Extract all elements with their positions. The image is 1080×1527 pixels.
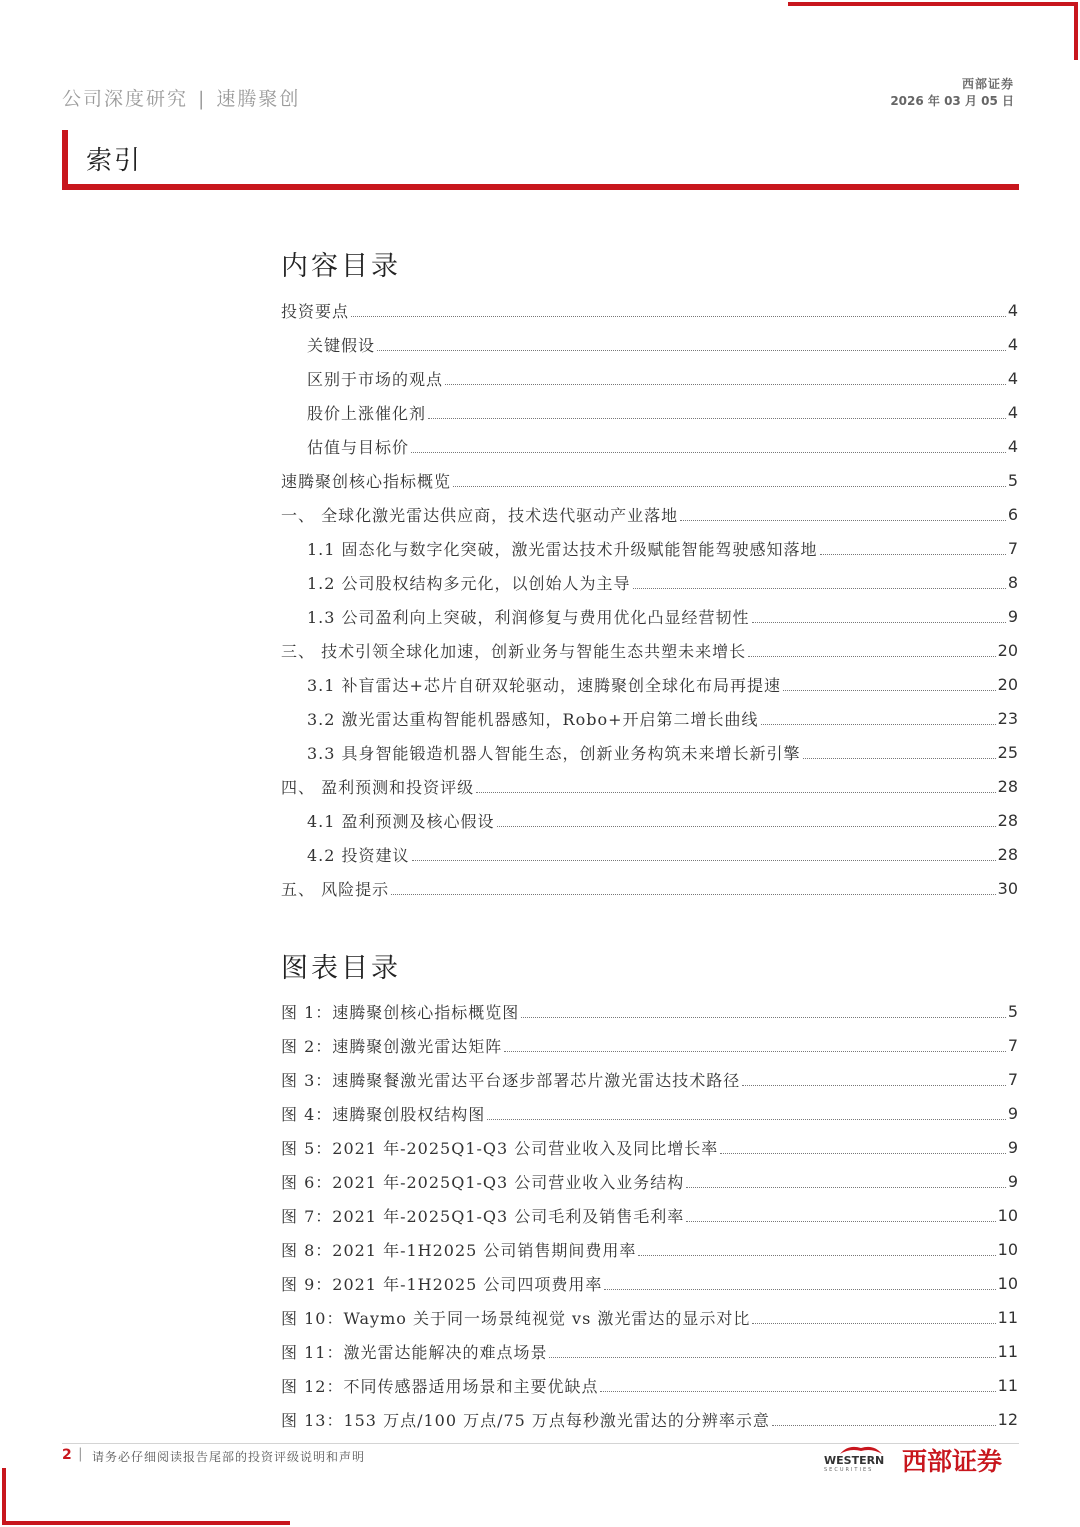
dot-leader [686,1221,995,1222]
dot-leader [638,1255,995,1256]
toc-entry-title: 投资要点 [281,301,350,321]
page-number: 2 [62,1447,72,1463]
figure-entry-title: 图 12：不同传感器适用场景和主要优缺点 [281,1376,599,1396]
header-meta [890,76,1014,110]
figure-entry-title: 图 2：速腾聚创激光雷达矩阵 [281,1036,503,1056]
figure-entry-page: 10 [997,1239,1018,1259]
toc-entry[interactable] [281,361,1018,395]
figure-entry-title: 图 3：速腾聚餐激光雷达平台逐步部署芯片激光雷达技术路径 [281,1070,741,1090]
logo-subtitle: SECURITIES [824,1467,874,1473]
toc-entry[interactable] [281,701,1018,735]
toc-entry-page: 4 [1007,334,1018,354]
dot-leader [453,486,1006,487]
toc-entry-title: 三、 技术引领全球化加速，创新业务与智能生态共塑未来增长 [281,641,747,661]
figure-entry-page: 9 [1007,1103,1018,1123]
toc-entry[interactable] [281,497,1018,531]
dot-leader [752,622,1006,623]
toc-entry-title: 3.1 补盲雷达+芯片自研双轮驱动，速腾聚创全球化布局再提速 [307,675,781,695]
header-brand: 西部证券 [961,77,1014,91]
toc-entry[interactable] [281,327,1018,361]
figure-entry-title: 图 7：2021 年-2025Q1-Q3 公司毛利及销售毛利率 [281,1206,685,1226]
dot-leader [604,1289,995,1290]
figure-entry-page: 11 [997,1375,1018,1395]
toc-entry[interactable] [281,463,1018,497]
toc-entry-page: 20 [997,640,1018,660]
figure-entry[interactable] [281,1300,1018,1334]
figure-entry[interactable] [281,1062,1018,1096]
toc-entry[interactable] [281,735,1018,769]
toc-entry[interactable] [281,769,1018,803]
figure-entry-title: 图 6：2021 年-2025Q1-Q3 公司营业收入业务结构 [281,1172,685,1192]
figure-entry-page: 11 [997,1341,1018,1361]
dot-leader [686,1187,1006,1188]
toc-entry-page: 25 [997,742,1018,762]
report-type: 公司深度研究 [62,88,189,110]
dot-leader [377,350,1006,351]
dot-leader [487,1119,1006,1120]
figure-entry-title: 图 10：Waymo 关于同一场景纯视觉 vs 激光雷达的显示对比 [281,1308,751,1328]
figure-entry-page: 5 [1007,1001,1018,1021]
figure-entry[interactable] [281,1334,1018,1368]
toc-entry-page: 9 [1007,606,1018,626]
figure-entry[interactable] [281,994,1018,1028]
figure-entry[interactable] [281,1368,1018,1402]
toc-entry[interactable] [281,599,1018,633]
toc-entry[interactable] [281,633,1018,667]
toc-entry-title: 1.2 公司股权结构多元化，以创始人为主导 [307,573,631,593]
figure-entry[interactable] [281,1028,1018,1062]
toc-entry-title: 1.3 公司盈利向上突破，利润修复与费用优化凸显经营韧性 [307,607,750,627]
figure-entry-page: 12 [997,1409,1018,1429]
toc-entry-title: 股价上涨催化剂 [307,403,427,423]
section-title: 索引 [86,146,143,176]
toc-entry-title: 一、 全球化激光雷达供应商，技术迭代驱动产业落地 [281,505,679,525]
toc-entry[interactable] [281,531,1018,565]
toc-entry[interactable] [281,429,1018,463]
figure-entry[interactable] [281,1130,1018,1164]
toc-entry-title: 五、 风险提示 [281,879,390,899]
toc-entry-page: 4 [1007,436,1018,456]
dot-leader [600,1391,995,1392]
dot-leader [428,418,1006,419]
corner-frame-right [1074,2,1078,60]
toc-entry[interactable] [281,667,1018,701]
dot-leader [820,554,1006,555]
dot-leader [549,1357,995,1358]
figure-entry-page: 7 [1007,1069,1018,1089]
dot-leader [803,758,996,759]
dot-leader [497,826,996,827]
figures-heading: 图表目录 [281,953,401,984]
logo-english: WESTERN [824,1454,885,1467]
dot-leader [783,690,996,691]
figures-list [281,994,1018,1436]
figure-entry-title: 图 5：2021 年-2025Q1-Q3 公司营业收入及同比增长率 [281,1138,719,1158]
toc-entry-page: 8 [1007,572,1018,592]
toc-entry-page: 28 [997,810,1018,830]
dot-leader [748,656,996,657]
toc-list [281,293,1018,905]
toc-entry-page: 28 [997,776,1018,796]
footer-disclaimer: 请务必仔细阅读报告尾部的投资评级说明和声明 [92,1450,366,1464]
dot-leader [680,520,1006,521]
dot-leader [521,1017,1006,1018]
figure-entry-title: 图 11：激光雷达能解决的难点场景 [281,1342,548,1362]
dot-leader [411,452,1006,453]
toc-entry-page: 4 [1007,368,1018,388]
toc-entry-title: 估值与目标价 [307,437,410,457]
company-logo [824,1440,1019,1476]
toc-entry[interactable] [281,837,1018,871]
toc-entry-title: 四、 盈利预测和投资评级 [281,777,475,797]
dot-leader [445,384,1006,385]
figure-entry-title: 图 1：速腾聚创核心指标概览图 [281,1002,520,1022]
dot-leader [742,1085,1006,1086]
figure-entry-page: 10 [997,1205,1018,1225]
toc-entry[interactable] [281,871,1018,905]
toc-entry-title: 4.1 盈利预测及核心假设 [307,811,495,831]
toc-entry-title: 速腾聚创核心指标概览 [281,471,452,491]
corner-frame-top [788,2,1078,6]
figure-entry-title: 图 9：2021 年-1H2025 公司四项费用率 [281,1274,603,1294]
toc-entry-page: 23 [997,708,1018,728]
dot-leader [633,588,1006,589]
dot-leader [752,1323,995,1324]
toc-entry-title: 4.2 投资建议 [307,845,410,865]
toc-entry-title: 3.2 激光雷达重构智能机器感知，Robo+开启第二增长曲线 [307,709,759,729]
figure-entry[interactable] [281,1266,1018,1300]
figure-entry-page: 7 [1007,1035,1018,1055]
toc-entry-page: 20 [997,674,1018,694]
dot-leader [412,860,996,861]
figure-entry-title: 图 13：153 万点/100 万点/75 万点每秒激光雷达的分辨率示意 [281,1410,770,1430]
corner-frame-left [2,1468,6,1525]
figure-entry[interactable] [281,1232,1018,1266]
toc-entry-page: 4 [1007,300,1018,320]
dot-leader [772,1425,996,1426]
toc-entry-title: 关键假设 [307,335,376,355]
company-name: 速腾聚创 [216,88,301,110]
figure-entry[interactable] [281,1402,1018,1436]
toc-entry-title: 3.3 具身智能锻造机器人智能生态，创新业务构筑未来增长新引擎 [307,743,801,763]
figure-entry[interactable] [281,1164,1018,1198]
figure-entry-title: 图 4：速腾聚创股权结构图 [281,1104,486,1124]
figure-entry[interactable] [281,1096,1018,1130]
toc-entry-page: 7 [1007,538,1018,558]
toc-entry[interactable] [281,803,1018,837]
toc-heading: 内容目录 [281,251,401,282]
dot-leader [504,1051,1006,1052]
dot-leader [391,894,996,895]
report-header: 公司深度研究 | 速腾聚创 [62,88,301,110]
toc-entry-page: 30 [997,878,1018,898]
dot-leader [351,316,1006,317]
toc-entry[interactable] [281,565,1018,599]
figure-entry-page: 11 [997,1307,1018,1327]
toc-entry-page: 28 [997,844,1018,864]
dot-leader [720,1153,1006,1154]
figure-entry-page: 10 [997,1273,1018,1293]
logo-chinese: 西部证券 [902,1447,1003,1476]
footer-separator: | [78,1446,83,1462]
toc-entry-page: 6 [1007,504,1018,524]
toc-entry-page: 4 [1007,402,1018,422]
section-header [62,130,1019,190]
figure-entry[interactable] [281,1198,1018,1232]
toc-entry-page: 5 [1007,470,1018,490]
corner-frame-bottom [2,1521,290,1525]
toc-entry-title: 1.1 固态化与数字化突破，激光雷达技术升级赋能智能驾驶感知落地 [307,539,818,559]
figure-entry-title: 图 8：2021 年-1H2025 公司销售期间费用率 [281,1240,637,1260]
figure-entry-page: 9 [1007,1171,1018,1191]
report-date: 2026 年 03 月 05 日 [890,94,1014,108]
dot-leader [476,792,996,793]
toc-entry[interactable] [281,293,1018,327]
figure-entry-page: 9 [1007,1137,1018,1157]
toc-entry[interactable] [281,395,1018,429]
toc-entry-title: 区别于市场的观点 [307,369,444,389]
dot-leader [761,724,996,725]
